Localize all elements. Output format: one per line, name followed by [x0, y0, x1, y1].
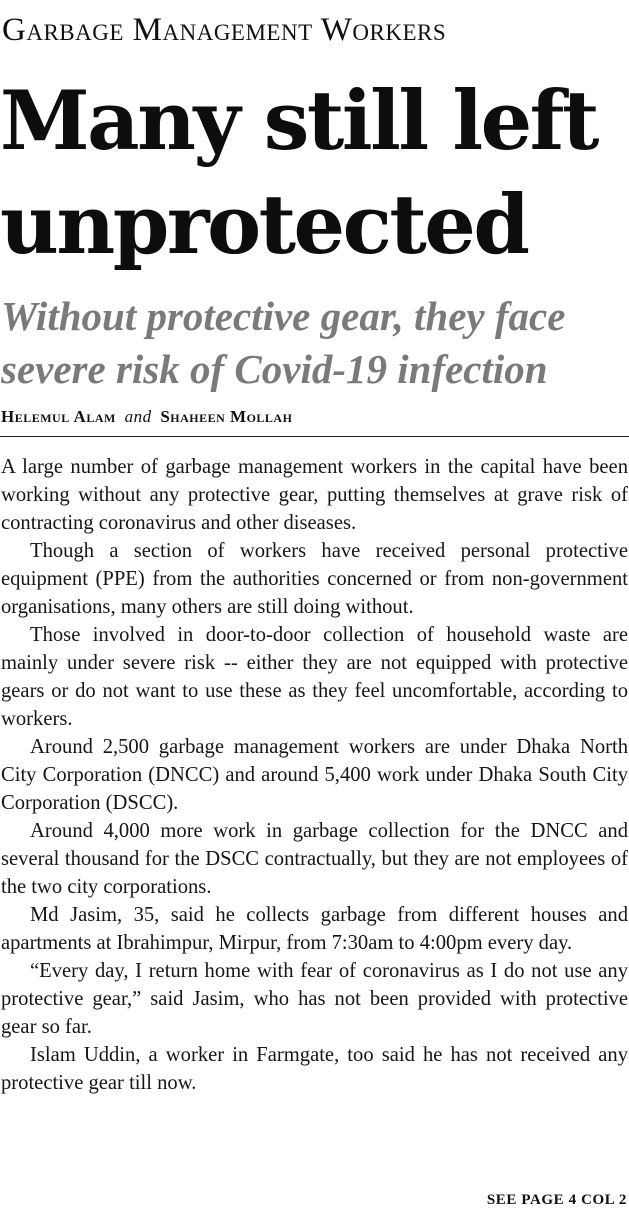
subheadline-line-2: severe risk of Covid-19 infection	[1, 346, 548, 392]
byline-connector: and	[124, 407, 152, 426]
byline-author-2: Shaheen Mollah	[160, 407, 293, 426]
subheadline-line-1: Without protective gear, they face	[1, 293, 566, 339]
headline-line-1: Many still left	[0, 74, 597, 169]
body-paragraph-7: “Every day, I return home with fear of coronavirus as I do not use any protective gear,” said Jasim, who has not been provided with protective gear so far.	[1, 960, 628, 1038]
byline-author-1: Helemul Alam	[1, 407, 116, 426]
subheadline	[1, 290, 629, 396]
body-paragraph-2: Though a section of workers have received personal protective equipment (PPE) from the authorities concerned or from non-government organisations, many others are still doing without.	[1, 540, 628, 618]
article-body	[1, 453, 628, 1097]
body-paragraph-4: Around 2,500 garbage management workers are under Dhaka North City Corporation (DNCC) and around 5,400 work under Dhaka South City Corporation (DSCC).	[1, 736, 628, 814]
headline	[0, 70, 629, 278]
kicker-label: Garbage Management Workers	[2, 12, 447, 48]
body-paragraph-3: Those involved in door-to-door collection of household waste are mainly under severe risk -- either they are not equipped with protective gears or do not want to use these as they feel uncomfortable, according to workers.	[1, 624, 628, 730]
byline-divider	[0, 436, 629, 437]
body-paragraph-6: Md Jasim, 35, said he collects garbage from different houses and apartments at Ibrahimpur, Mirpur, from 7:30am to 4:00pm every day.	[1, 904, 628, 954]
body-paragraph-1: A large number of garbage management workers in the capital have been working without any protective gear, putting themselves at grave risk of contracting coronavirus and other diseases.	[1, 456, 628, 534]
byline	[1, 405, 628, 429]
headline-line-2: unprotected	[0, 178, 528, 273]
body-paragraph-8: Islam Uddin, a worker in Farmgate, too said he has not received any protective gear till now.	[1, 1044, 628, 1094]
continued-jump-line[interactable]: SEE PAGE 4 COL 2	[486, 1192, 627, 1208]
body-paragraph-5: Around 4,000 more work in garbage collection for the DNCC and several thousand for the DSCC contractually, but they are not employees of the two city corporations.	[1, 820, 628, 898]
